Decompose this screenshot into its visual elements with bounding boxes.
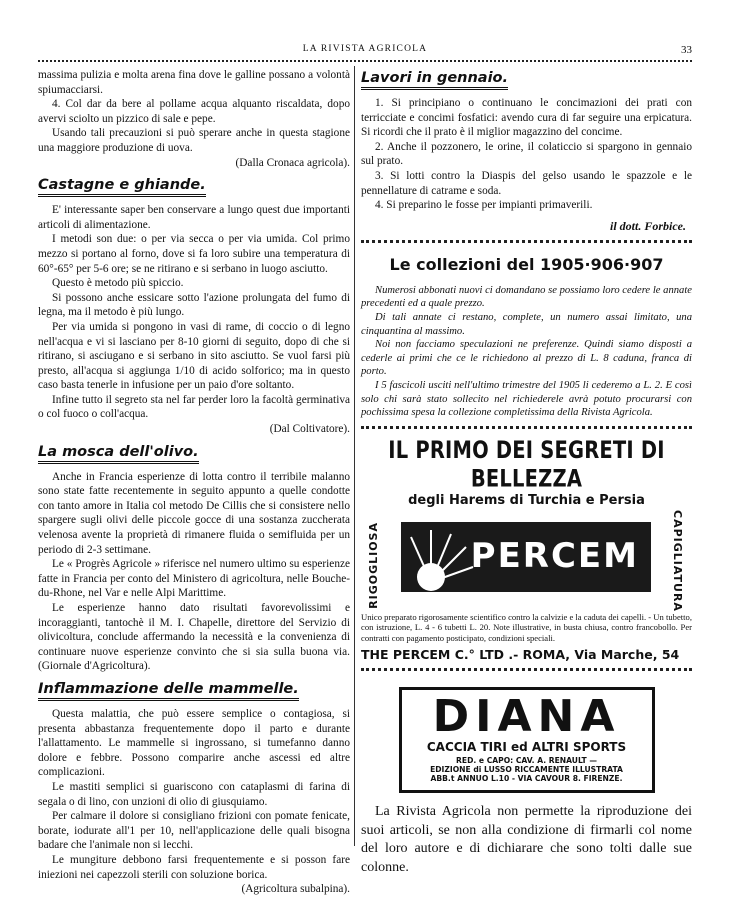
mammelle-para: Le mastiti semplici si guariscono con cataplasmi di farina di segala o di lino, con unzioni di olio di giusquiamo. xyxy=(38,780,350,808)
percem-headline: IL PRIMO DEI SEGRETI DI BELLEZZA xyxy=(388,434,665,493)
divider xyxy=(361,668,692,675)
collezioni-para: Di tali annate ci restano, complete, un numero assai limitato, una cinquantina al massimo. xyxy=(361,311,692,337)
percem-footer: THE PERCEM C.° LTD .- ROMA, Via Marche, 54 xyxy=(361,647,680,663)
percem-side-right: CAPIGLIATURA xyxy=(671,509,684,612)
column-rule xyxy=(354,66,355,846)
castagne-title: Castagne e ghiande. xyxy=(38,177,206,197)
castagne-para: Infine tutto il segreto sta nel far perder loro la facoltà germinativa o col fuoco o coll'acqua. xyxy=(38,393,350,421)
castagne-para: Si possono anche essicare sotto l'azione prolungata del fumo di legna, ma il metodo è più lungo. xyxy=(38,291,350,319)
lavori-title: Lavori in gennaio. xyxy=(361,70,508,90)
diana-advert xyxy=(399,687,655,793)
divider xyxy=(361,426,692,433)
left-column xyxy=(38,68,350,897)
diana-line: RED. e CAPO: CAV. A. RENAULT — xyxy=(456,756,597,766)
lavori-para: 3. Si lotti contro la Diaspis del gelso usando le spazzole e le pennellature di catrame e soda. xyxy=(361,169,692,197)
percem-advert xyxy=(361,434,692,663)
castagne-para: Questo è metodo più spiccio. xyxy=(52,277,184,290)
diana-subtitle: CACCIA TIRI ed ALTRI SPORTS xyxy=(426,740,627,755)
lavori-para: 2. Anche il pozzonero, le orine, il colaticcio si spargono in gennaio sul prato. xyxy=(361,140,692,168)
diana-details xyxy=(402,756,652,783)
collezioni-title: Le collezioni del 1905·906·907 xyxy=(389,254,664,274)
divider xyxy=(361,240,692,247)
diana-line: EDIZIONE di LUSSO RICCAMENTE ILLUSTRATA xyxy=(430,765,623,775)
castagne-source: (Dal Coltivatore). xyxy=(269,423,350,436)
collezioni-para: Numerosi abbonati nuovi ci domandano se possiamo loro cedere le annate precedenti ed a quale prezzo. xyxy=(361,284,692,310)
running-head xyxy=(38,44,692,58)
header-rule xyxy=(38,60,692,62)
mammelle-para: Per calmare il dolore si consigliano frizioni con pomate fenicate, borate, iodurate all'1 per 10, nell'applicazione delle quali bisogna badare che l'animale non si lecchi. xyxy=(38,810,350,852)
mammelle-title: Inflammazione delle mammelle. xyxy=(38,681,299,701)
intro-para: 4. Col dar da bere al pollame acqua alquanto riscaldata, dopo avervi sciolto un pizzico di sale e pepe. xyxy=(38,98,350,125)
collezioni-para: I 5 fascicoli usciti nell'ultimo trimestre del 1905 li cederemo a L. 2. E così solo chi sarà stato sollecito nel richiederele avrà potuto procurarsi con pochissima spesa la collezione completissima della Rivista Agricola. xyxy=(361,379,692,419)
percem-side-left: RIGOGLIOSA xyxy=(367,521,380,609)
mosca-title: La mosca dell'olivo. xyxy=(38,444,199,464)
mammelle-para: Le mungiture debbono farsi frequentemente e si posson fare iniezioni nei capezzoli sterili con soluzione borica. xyxy=(38,853,350,881)
intro-para: massima pulizia e molta arena fina dove le galline possano a volontà spiumacciarsi. xyxy=(38,69,350,96)
reproduction-notice: La Rivista Agricola non permette la riproduzione dei suoi articoli, se non alla condizione di firmarli col nome del loro autore e di dichiarare che sono tolti dalle sue colonne. xyxy=(361,804,692,875)
mosca-para: Le « Progrès Agricole » riferisce nel numero ultimo su esperienze fatte in Francia per conto del Ministero di agricoltura, nelle Bouche-du-Rhone, nel Var e nelle Alpi Marittime. xyxy=(38,558,350,600)
percem-body: Unico preparato rigorosamente scientifico contro la calvizie e la caduta dei capelli. - Un tubetto, con istruzione, L. 4 - 6 tubetti L. 20. Note illustrative, in busta chiusa, contro francobollo. Per contratti con pagamento posticipato, condizioni speciali. xyxy=(361,611,692,643)
percem-subheadline: degli Harems di Turchia e Persia xyxy=(408,492,645,508)
lavori-signature: il dott. Forbice. xyxy=(610,218,686,233)
running-title: LA RIVISTA AGRICOLA xyxy=(302,44,428,54)
percem-brand-panel xyxy=(361,509,692,612)
intro-para: Usando tali precauzioni si può sperare anche in questa stagione una maggiore produzione di uova. xyxy=(38,127,350,154)
intro-source: (Dalla Cronaca agricola). xyxy=(235,156,350,169)
page-number: 33 xyxy=(681,44,692,56)
diana-line: ABB.t ANNUO L.10 - VIA CAVOUR 8. FIRENZE. xyxy=(430,774,623,784)
castagne-para: E' interessante saper ben conservare a lungo quest due importanti articoli di alimentazione. xyxy=(38,204,350,231)
mosca-para: Le esperienze hanno dato risultati favorevolissimi e incoraggianti, tantochè il M. I. Chapelle, direttore del Servizio di olivicoltura, conclude affermando la necessità e la convenienza di continuare nuove esperienze convinto che si sia sulla buona via. (Giornale d'Agricoltura). xyxy=(38,602,350,673)
collezioni-para: Noi non facciamo speculazioni ne preferenze. Quindi siamo disposti a cederle ai primi che ce le richiedono al prezzo di L. 8 caduna, franca di porto. xyxy=(361,339,692,378)
lavori-para: 4. Si preparino le fosse per impianti primaverili. xyxy=(375,199,593,212)
castagne-para: I metodi son due: o per via secca o per via umida. Col primo mezzo si portano al forno, dove si fa loro subire una temperatura di 60°-65° per 5-6 ore; se ne ritirano e si serbano in luogo asciutto. xyxy=(38,233,350,275)
lavori-para: 1. Si principiano o continuano le concimazioni dei prati con terricciate e concimi fosfatici: avendo cura di far seguire una erpicatura. Si ricordi che il prato è il miglior magazzino del concime. xyxy=(361,97,692,139)
percem-logo xyxy=(401,522,651,592)
mosca-para: Anche in Francia esperienze di lotta contro il terribile malanno sono state fatte recentemente in seguito appunto a quelle condotte con tanto amore in Italia col metodo De Cillis che si consistere nello spargere sugli olivi delle piccole gocce di una sostanza zuccherata velenosa avente la proprietà di rimanere fluida o semifluida per un periodo di 2-3 settimane. xyxy=(38,470,350,556)
mammelle-para: Questa malattia, che può essere semplice o contagiosa, si presenta abbastanza frequentemente dopo il parto e durante l'allattamento. Le mammelle si ingrossano, si tumefanno danno dolore e febbre. Possono comparire anche ascessi ed altre complicazioni. xyxy=(38,707,350,779)
diana-brand: DIANA xyxy=(432,691,621,743)
percem-brand: PERCEM xyxy=(470,535,639,576)
mammelle-source: (Agricoltura subalpina). xyxy=(241,883,350,896)
castagne-para: Per via umida si pongono in vasi di rame, di coccio o di legno nell'acqua e vi si lasciano per 8-10 giorni di seguito, dopo di che si ritirano, si asciugano e si serbano in sito asciutto. Se vuol farsi più presto, all'acqua si aggiunga 1/10 di acido solforico; ma in questo caso basta tenerle in infusione per un paio d'ore soltanto. xyxy=(38,320,350,392)
right-column xyxy=(361,68,692,877)
